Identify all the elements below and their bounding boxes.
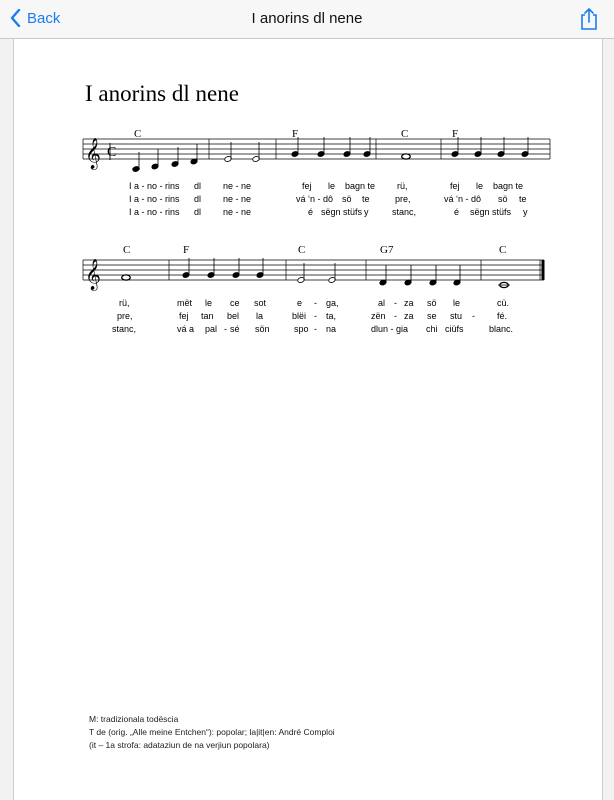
lyric-syllable: rü, (397, 181, 408, 191)
lyric-syllable: zën (371, 311, 386, 321)
lyric-syllable: ta, (326, 311, 337, 321)
lyric-syllable: stanc, (392, 207, 417, 217)
music-score (14, 39, 602, 800)
lyric-syllable: chi (426, 324, 438, 334)
lyric-syllable: blanc. (489, 324, 514, 334)
lyric-syllable: y (523, 207, 528, 217)
lyric-syllable: - (224, 324, 227, 334)
chord-label: C (298, 244, 306, 256)
lyric-syllable: bagn te (493, 181, 524, 191)
lyric-syllable: é (308, 207, 314, 217)
lyric-syllable: sëgn stüfs (470, 207, 512, 217)
lyric-syllable: le (453, 298, 461, 308)
lyric-syllable: pal (205, 324, 218, 334)
lyric-syllable: sön (255, 324, 270, 334)
lyric-syllable: blëi (292, 311, 307, 321)
treble-clef: 𝄞 (85, 259, 101, 290)
lyric-syllable: dl (194, 181, 202, 191)
lyric-syllable: - (314, 311, 317, 321)
staff-system-1 (83, 128, 550, 217)
song-title: I anorins dl nene (85, 81, 239, 106)
lyric-syllable: é (454, 207, 460, 217)
lyric-syllable: se (427, 311, 437, 321)
lyric-syllable: mët (177, 298, 193, 308)
lyric-syllable: ce (230, 298, 240, 308)
lyric-syllable: za (404, 311, 414, 321)
lyric-syllable: - (314, 298, 317, 308)
lyric-syllable: dlun - gia (371, 324, 409, 334)
lyric-syllable: vá ‘n - dô (296, 194, 334, 204)
lyric-syllable: fej (450, 181, 460, 191)
lyric-syllable: le (205, 298, 213, 308)
lyric-syllable: bagn te (345, 181, 376, 191)
lyric-syllable: al (378, 298, 386, 308)
lyric-syllable: fé. (497, 311, 508, 321)
page-title: I anorins dl nene (251, 10, 363, 27)
share-icon (580, 7, 598, 31)
time-signature: C (107, 145, 117, 160)
lyric-syllable: cü. (497, 298, 510, 308)
lyric-syllable: ne - ne (223, 181, 252, 191)
lyric-syllable: sëgn stüfs (321, 207, 363, 217)
chord-label: C (401, 128, 409, 140)
lyric-syllable: te (362, 194, 370, 204)
credits-music: M: tradizionala todëscia (89, 714, 179, 724)
lyric-syllable: I a - no - rins (129, 181, 180, 191)
lyric-syllable: stanc, (112, 324, 137, 334)
chord-label: F (452, 128, 459, 140)
lyric-syllable: sé (230, 324, 240, 334)
lyric-syllable: I a - no - rins (129, 207, 180, 217)
lyric-syllable: dl (194, 207, 202, 217)
lyric-syllable: la (256, 311, 264, 321)
lyric-syllable: le (476, 181, 484, 191)
navigation-bar (0, 0, 614, 39)
lyric-syllable: na (326, 324, 337, 334)
chord-label: C (123, 244, 131, 256)
share-button[interactable] (580, 7, 598, 36)
chord-label: F (183, 244, 190, 256)
lyric-syllable: - (394, 311, 397, 321)
lyric-syllable: stu (450, 311, 463, 321)
lyric-syllable: - (394, 298, 397, 308)
lyric-syllable: tan (201, 311, 214, 321)
sheet-music-page (13, 39, 603, 800)
chord-label: G7 (380, 244, 394, 256)
lyric-syllable: dl (194, 194, 202, 204)
lyric-syllable: e (297, 298, 303, 308)
lyric-syllable: ne - ne (223, 207, 252, 217)
back-label: Back (27, 9, 61, 27)
credits (89, 713, 335, 752)
lyric-syllable: spo (294, 324, 309, 334)
lyric-syllable: rü, (119, 298, 130, 308)
credits-text: T de (orig. „Alle meine Entchen“): popolar; la|it|en: André Comploi (89, 727, 335, 737)
credits-note: (it – 1a strofa: adataziun de na verjiun popolara) (89, 740, 270, 750)
lyric-syllable: fej (179, 311, 189, 321)
lyric-syllable: sot (254, 298, 267, 308)
lyric-syllable: - (472, 311, 475, 321)
lyric-syllable: ne - ne (223, 194, 252, 204)
lyric-syllable: za (404, 298, 414, 308)
lyric-syllable: bel (227, 311, 240, 321)
lyric-syllable: - (314, 324, 317, 334)
lyric-syllable: vá ‘n - dô (444, 194, 482, 204)
lyric-syllable: I a - no - rins (129, 194, 180, 204)
staff-system-2 (83, 244, 545, 334)
lyric-syllable: pre, (117, 311, 133, 321)
lyric-syllable: sö (498, 194, 508, 204)
lyric-syllable: te (519, 194, 527, 204)
lyric-syllable: ga, (326, 298, 339, 308)
lyric-syllable: y (364, 207, 369, 217)
chord-label: C (499, 244, 507, 256)
chord-label: F (292, 128, 299, 140)
lyric-syllable: vá a (177, 324, 195, 334)
lyric-syllable: sö (427, 298, 437, 308)
treble-clef: 𝄞 (85, 138, 101, 169)
lyric-syllable: sö (342, 194, 352, 204)
lyric-syllable: pre, (395, 194, 411, 204)
lyric-syllable: fej (302, 181, 312, 191)
lyric-syllable: le (328, 181, 336, 191)
chord-label: C (134, 128, 142, 140)
lyric-syllable: ciüfs (445, 324, 464, 334)
